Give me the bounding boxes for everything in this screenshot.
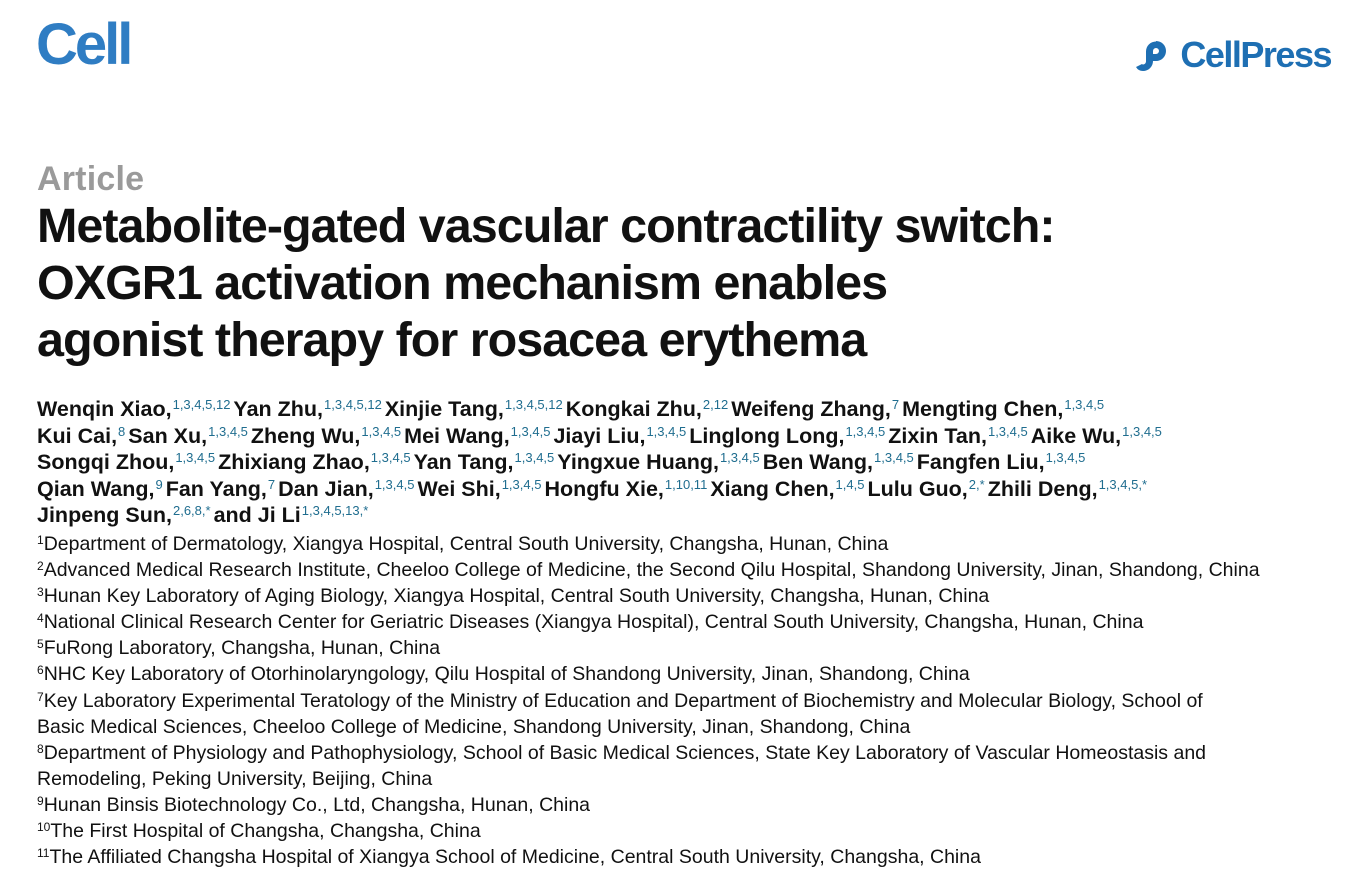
author-affiliation-marks: 1,3,4,5: [514, 450, 555, 465]
affiliation-line: [37, 818, 1347, 844]
author-line: [37, 476, 1337, 503]
cell-journal-logo: Cell: [36, 12, 131, 77]
affiliation-text: National Clinical Research Center for Geriatric Diseases (Xiangya Hospital), Central South University, Changsha, Hunan, China: [43, 611, 1144, 634]
affiliation-text: Key Laboratory Experimental Teratology of the Ministry of Education and Department of Biochemistry and Molecular Biology, School of: [43, 689, 1203, 712]
title-line: Metabolite-gated vascular contractility switch:: [37, 199, 1055, 253]
affiliation-number: 7: [37, 689, 44, 704]
affiliation-number: 1: [37, 533, 44, 547]
affiliation-text: Hunan Binsis Biotechnology Co., Ltd, Changsha, Hunan, China: [43, 793, 591, 816]
author-name: Dan Jian,: [278, 476, 374, 501]
affiliation-line: [37, 583, 1347, 609]
affiliation-item: [37, 635, 1347, 661]
affiliation-text: Advanced Medical Research Institute, Cheeloo College of Medicine, the Second Qilu Hospital, Shandong University, Jinan, Shandong, China: [43, 559, 1260, 582]
author-name: Lulu Guo,: [867, 476, 968, 501]
author-name: Jinpeng Sun,: [37, 503, 172, 527]
affiliation-line: [37, 844, 1347, 870]
affiliation-number: 8: [37, 741, 44, 756]
affiliation-text: FuRong Laboratory, Changsha, Hunan, China: [43, 637, 441, 660]
affiliation-item: [37, 740, 1347, 792]
author-affiliation-marks: 1,3,4,5: [845, 423, 886, 439]
affiliation-list: [37, 531, 1347, 870]
author-name: Yan Zhu,: [233, 397, 324, 421]
author-name: Hongfu Xie,: [544, 476, 664, 501]
author-affiliation-marks: 1,4,5: [835, 476, 865, 492]
author-name: Wei Shi,: [417, 476, 501, 501]
author-affiliation-marks: 1,3,4,5: [208, 423, 248, 439]
affiliation-text: Hunan Key Laboratory of Aging Biology, Xiangya Hospital, Central South University, Changsha, Hunan, China: [43, 585, 990, 608]
affiliation-text: NHC Key Laboratory of Otorhinolaryngology, Qilu Hospital of Shandong University, Jinan, Shandong, China: [43, 663, 970, 686]
affiliation-item: [37, 688, 1347, 740]
author-name: Zixin Tan,: [888, 423, 987, 448]
author-affiliation-marks: 1,3,4,5,13,*: [301, 503, 369, 518]
author-name: Mengting Chen,: [902, 397, 1064, 421]
affiliation-number: 10: [37, 820, 51, 835]
author-affiliation-marks: 1,3,4,5: [175, 450, 216, 465]
author-affiliation-marks: 1,3,4,5,*: [1098, 476, 1148, 492]
author-line: [37, 449, 1337, 476]
affiliation-text: The Affiliated Changsha Hospital of Xiangya School of Medicine, Central South University, Changsha, China: [49, 846, 981, 869]
affiliation-number: 6: [37, 663, 44, 678]
author-affiliation-marks: 1,3,4,5: [510, 423, 551, 439]
author-list: [37, 396, 1337, 529]
affiliation-line: [37, 688, 1347, 714]
affiliation-number: 5: [37, 637, 44, 652]
affiliation-item: [37, 557, 1347, 583]
author-name: Zheng Wu,: [250, 423, 361, 448]
author-affiliation-marks: 9: [155, 476, 163, 492]
author-name: Wenqin Xiao,: [37, 397, 172, 421]
affiliation-number: 11: [37, 846, 50, 861]
author-name: Songqi Zhou,: [37, 450, 175, 474]
author-affiliation-marks: 1,3,4,5: [1064, 397, 1105, 412]
affiliation-number: 4: [37, 611, 44, 626]
title-line: OXGR1 activation mechanism enables: [37, 256, 888, 310]
affiliation-number: 2: [37, 559, 44, 574]
affiliation-line: [37, 740, 1347, 766]
author-name: Kui Cai,: [37, 423, 118, 448]
author-name: Qian Wang,: [37, 476, 155, 501]
author-line: [37, 396, 1337, 423]
affiliation-text: Department of Physiology and Pathophysiology, School of Basic Medical Sciences, State Key Laboratory of Vascular Homeostasis and: [43, 741, 1207, 764]
author-name: Fan Yang,: [165, 476, 267, 501]
author-name: and Ji Li: [213, 503, 301, 527]
author-affiliation-marks: 8: [118, 423, 126, 439]
author-affiliation-marks: 1,3,4,5: [646, 423, 687, 439]
author-affiliation-marks: 1,10,11: [664, 476, 708, 492]
author-name: Zhili Deng,: [987, 476, 1098, 501]
affiliation-line: [37, 609, 1347, 635]
author-name: Yan Tang,: [413, 450, 514, 474]
author-affiliation-marks: 2,6,8,*: [172, 503, 211, 518]
author-affiliation-marks: 1,3,4,5,12: [172, 397, 231, 412]
author-affiliation-marks: 1,3,4,5: [361, 423, 402, 439]
affiliation-line: [37, 714, 1347, 740]
author-affiliation-marks: 7: [267, 476, 276, 492]
affiliation-text: Department of Dermatology, Xiangya Hospital, Central South University, Changsha, Hunan, China: [43, 533, 889, 555]
author-affiliation-marks: 2,12: [702, 397, 729, 412]
affiliation-item: [37, 531, 1347, 557]
author-name: Fangfen Liu,: [916, 450, 1045, 474]
author-affiliation-marks: 1,3,4,5: [374, 476, 415, 492]
author-name: Aike Wu,: [1030, 423, 1122, 448]
affiliation-line: [37, 557, 1347, 583]
affiliation-line: [37, 766, 1347, 792]
affiliation-item: [37, 661, 1347, 687]
affiliation-item: [37, 583, 1347, 609]
title-line: agonist therapy for rosacea erythema: [37, 313, 867, 367]
author-name: Jiayi Liu,: [553, 423, 646, 448]
author-name: San Xu,: [128, 423, 208, 448]
author-affiliation-marks: 1,3,4,5,12: [324, 397, 382, 412]
affiliation-line: [37, 531, 1347, 557]
author-affiliation-marks: 1,3,4,5: [501, 476, 542, 492]
author-affiliation-marks: 1,3,4,5: [874, 450, 914, 465]
author-affiliation-marks: 1,3,4,5: [987, 423, 1028, 439]
author-name: Yingxue Huang,: [557, 450, 719, 474]
author-name: Xiang Chen,: [710, 476, 835, 501]
affiliation-line: [37, 661, 1347, 687]
affiliation-item: [37, 818, 1347, 844]
author-line: [37, 502, 1337, 529]
author-name: Weifeng Zhang,: [731, 397, 891, 421]
affiliation-number: 3: [37, 585, 44, 600]
author-name: Zhixiang Zhao,: [218, 450, 370, 474]
affiliation-item: [37, 844, 1347, 870]
author-name: Ben Wang,: [762, 450, 874, 474]
article-title: [37, 198, 1237, 369]
affiliation-number: 9: [37, 793, 44, 808]
cellpress-mark-icon: [1134, 35, 1174, 75]
affiliation-text: Remodeling, Peking University, Beijing, China: [37, 767, 433, 790]
affiliation-text: The First Hospital of Changsha, Changsha, China: [50, 820, 481, 843]
author-name: Kongkai Zhu,: [565, 397, 702, 421]
author-affiliation-marks: 1,3,4,5: [1122, 423, 1162, 439]
author-affiliation-marks: 1,3,4,5: [719, 450, 760, 465]
cellpress-wordmark: CellPress: [1180, 34, 1331, 75]
affiliation-item: [37, 792, 1347, 818]
affiliation-line: [37, 635, 1347, 661]
affiliation-line: [37, 792, 1347, 818]
author-name: Xinjie Tang,: [384, 397, 504, 421]
cellpress-logo: [1134, 34, 1331, 76]
author-affiliation-marks: 2,*: [968, 476, 985, 492]
author-name: Mei Wang,: [404, 423, 510, 448]
author-affiliation-marks: 1,3,4,5: [1045, 450, 1086, 465]
author-line: [37, 423, 1337, 450]
author-name: Linglong Long,: [689, 423, 845, 448]
affiliation-text: Basic Medical Sciences, Cheeloo College of Medicine, Shandong University, Jinan, Shandong, China: [37, 715, 911, 738]
affiliation-item: [37, 609, 1347, 635]
author-affiliation-marks: 7: [891, 397, 900, 412]
article-type-label: Article: [37, 160, 145, 198]
author-affiliation-marks: 1,3,4,5: [370, 450, 411, 465]
author-affiliation-marks: 1,3,4,5,12: [504, 397, 563, 412]
